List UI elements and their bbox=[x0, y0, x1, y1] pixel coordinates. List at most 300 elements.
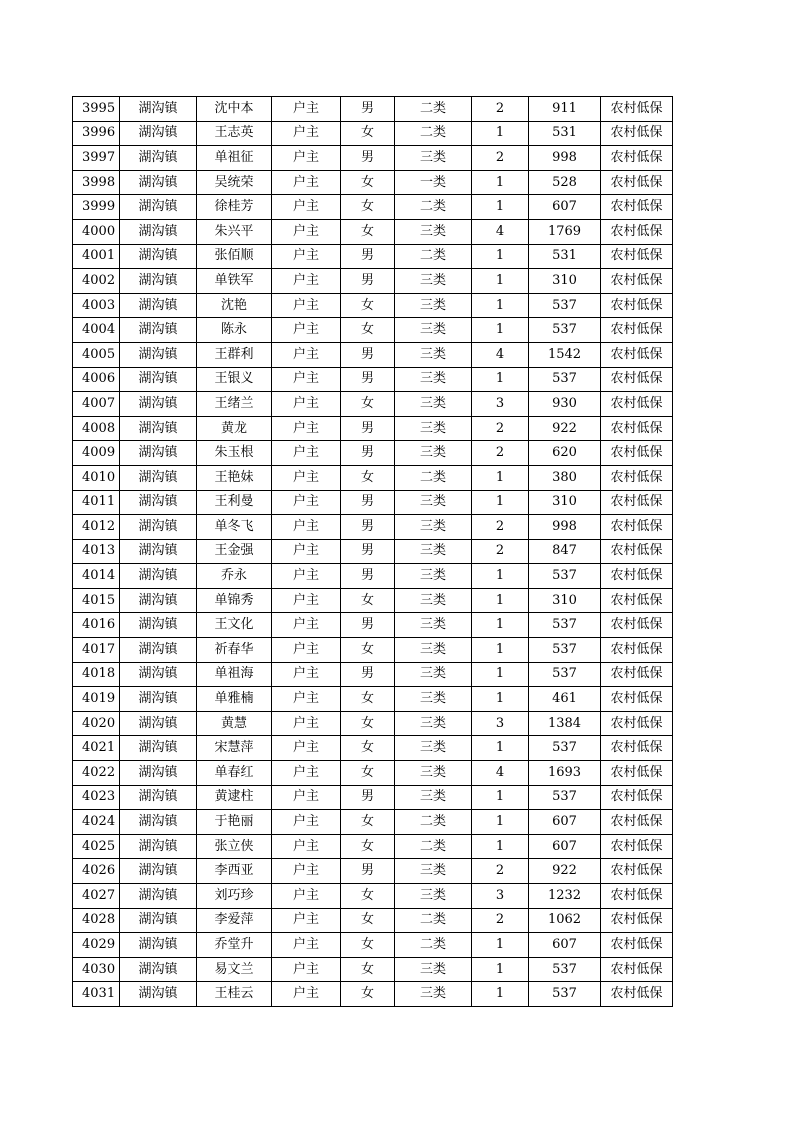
cell-category: 三类 bbox=[395, 515, 472, 540]
cell-amount: 922 bbox=[529, 859, 601, 884]
cell-record-id: 4014 bbox=[73, 564, 120, 589]
cell-gender: 女 bbox=[341, 834, 395, 859]
cell-record-id: 4011 bbox=[73, 490, 120, 515]
cell-gender: 女 bbox=[341, 465, 395, 490]
table-row bbox=[73, 367, 673, 392]
cell-gender: 男 bbox=[341, 490, 395, 515]
cell-category: 三类 bbox=[395, 146, 472, 171]
cell-category: 三类 bbox=[395, 392, 472, 417]
table-row bbox=[73, 564, 673, 589]
cell-household-size: 1 bbox=[472, 834, 529, 859]
cell-person-name: 朱兴平 bbox=[197, 219, 272, 244]
cell-benefit-type: 农村低保 bbox=[601, 146, 673, 171]
cell-amount: 1232 bbox=[529, 884, 601, 909]
cell-gender: 男 bbox=[341, 515, 395, 540]
cell-benefit-type: 农村低保 bbox=[601, 982, 673, 1007]
cell-category: 三类 bbox=[395, 367, 472, 392]
cell-gender: 男 bbox=[341, 342, 395, 367]
table-row bbox=[73, 293, 673, 318]
cell-amount: 537 bbox=[529, 613, 601, 638]
cell-category: 三类 bbox=[395, 761, 472, 786]
cell-town: 湖沟镇 bbox=[120, 195, 197, 220]
cell-benefit-type: 农村低保 bbox=[601, 441, 673, 466]
cell-category: 三类 bbox=[395, 638, 472, 663]
cell-household-size: 1 bbox=[472, 810, 529, 835]
cell-household-size: 4 bbox=[472, 342, 529, 367]
cell-gender: 男 bbox=[341, 539, 395, 564]
cell-category: 三类 bbox=[395, 318, 472, 343]
cell-household-role: 户主 bbox=[272, 982, 341, 1007]
cell-household-size: 1 bbox=[472, 170, 529, 195]
cell-household-size: 1 bbox=[472, 318, 529, 343]
table-row bbox=[73, 908, 673, 933]
cell-category: 三类 bbox=[395, 269, 472, 294]
cell-town: 湖沟镇 bbox=[120, 613, 197, 638]
cell-town: 湖沟镇 bbox=[120, 318, 197, 343]
cell-amount: 531 bbox=[529, 121, 601, 146]
cell-gender: 女 bbox=[341, 318, 395, 343]
cell-amount: 607 bbox=[529, 810, 601, 835]
cell-gender: 女 bbox=[341, 219, 395, 244]
cell-town: 湖沟镇 bbox=[120, 982, 197, 1007]
cell-town: 湖沟镇 bbox=[120, 761, 197, 786]
cell-household-size: 1 bbox=[472, 121, 529, 146]
table-row bbox=[73, 441, 673, 466]
cell-amount: 620 bbox=[529, 441, 601, 466]
cell-gender: 男 bbox=[341, 97, 395, 122]
cell-category: 三类 bbox=[395, 662, 472, 687]
cell-household-size: 1 bbox=[472, 465, 529, 490]
cell-household-role: 户主 bbox=[272, 269, 341, 294]
cell-gender: 女 bbox=[341, 195, 395, 220]
table-row bbox=[73, 638, 673, 663]
cell-town: 湖沟镇 bbox=[120, 416, 197, 441]
cell-town: 湖沟镇 bbox=[120, 785, 197, 810]
cell-record-id: 4028 bbox=[73, 908, 120, 933]
cell-benefit-type: 农村低保 bbox=[601, 711, 673, 736]
cell-person-name: 单冬飞 bbox=[197, 515, 272, 540]
cell-person-name: 王志英 bbox=[197, 121, 272, 146]
cell-household-role: 户主 bbox=[272, 195, 341, 220]
cell-category: 三类 bbox=[395, 957, 472, 982]
cell-amount: 537 bbox=[529, 293, 601, 318]
cell-town: 湖沟镇 bbox=[120, 834, 197, 859]
cell-category: 三类 bbox=[395, 293, 472, 318]
cell-town: 湖沟镇 bbox=[120, 121, 197, 146]
cell-gender: 男 bbox=[341, 269, 395, 294]
cell-person-name: 王银义 bbox=[197, 367, 272, 392]
cell-amount: 1693 bbox=[529, 761, 601, 786]
table-row bbox=[73, 884, 673, 909]
table-row bbox=[73, 957, 673, 982]
cell-person-name: 乔堂升 bbox=[197, 933, 272, 958]
cell-household-size: 2 bbox=[472, 416, 529, 441]
cell-category: 三类 bbox=[395, 785, 472, 810]
cell-amount: 930 bbox=[529, 392, 601, 417]
cell-record-id: 4031 bbox=[73, 982, 120, 1007]
cell-gender: 男 bbox=[341, 146, 395, 171]
table-row bbox=[73, 146, 673, 171]
cell-gender: 女 bbox=[341, 884, 395, 909]
cell-record-id: 4004 bbox=[73, 318, 120, 343]
cell-household-size: 3 bbox=[472, 711, 529, 736]
table-row bbox=[73, 195, 673, 220]
cell-person-name: 易文兰 bbox=[197, 957, 272, 982]
table-row bbox=[73, 687, 673, 712]
cell-household-size: 1 bbox=[472, 293, 529, 318]
cell-person-name: 单祖海 bbox=[197, 662, 272, 687]
cell-gender: 女 bbox=[341, 293, 395, 318]
cell-category: 三类 bbox=[395, 490, 472, 515]
cell-gender: 女 bbox=[341, 908, 395, 933]
cell-person-name: 陈永 bbox=[197, 318, 272, 343]
cell-person-name: 单铁军 bbox=[197, 269, 272, 294]
cell-benefit-type: 农村低保 bbox=[601, 367, 673, 392]
table-row bbox=[73, 490, 673, 515]
cell-record-id: 4022 bbox=[73, 761, 120, 786]
cell-person-name: 朱玉根 bbox=[197, 441, 272, 466]
cell-amount: 537 bbox=[529, 957, 601, 982]
cell-category: 三类 bbox=[395, 613, 472, 638]
cell-category: 二类 bbox=[395, 465, 472, 490]
cell-household-role: 户主 bbox=[272, 244, 341, 269]
cell-household-size: 2 bbox=[472, 908, 529, 933]
cell-person-name: 单祖征 bbox=[197, 146, 272, 171]
cell-benefit-type: 农村低保 bbox=[601, 884, 673, 909]
cell-amount: 537 bbox=[529, 564, 601, 589]
cell-category: 三类 bbox=[395, 884, 472, 909]
cell-town: 湖沟镇 bbox=[120, 269, 197, 294]
cell-category: 二类 bbox=[395, 908, 472, 933]
cell-amount: 528 bbox=[529, 170, 601, 195]
cell-record-id: 3998 bbox=[73, 170, 120, 195]
cell-gender: 女 bbox=[341, 121, 395, 146]
table-row bbox=[73, 121, 673, 146]
cell-household-role: 户主 bbox=[272, 933, 341, 958]
table-row bbox=[73, 810, 673, 835]
cell-person-name: 吴统荣 bbox=[197, 170, 272, 195]
cell-category: 二类 bbox=[395, 121, 472, 146]
cell-town: 湖沟镇 bbox=[120, 638, 197, 663]
cell-household-size: 1 bbox=[472, 785, 529, 810]
cell-town: 湖沟镇 bbox=[120, 293, 197, 318]
cell-person-name: 黄慧 bbox=[197, 711, 272, 736]
cell-amount: 461 bbox=[529, 687, 601, 712]
cell-household-role: 户主 bbox=[272, 97, 341, 122]
cell-gender: 男 bbox=[341, 367, 395, 392]
cell-person-name: 王群利 bbox=[197, 342, 272, 367]
cell-amount: 607 bbox=[529, 834, 601, 859]
cell-household-role: 户主 bbox=[272, 293, 341, 318]
cell-person-name: 宋慧萍 bbox=[197, 736, 272, 761]
cell-amount: 310 bbox=[529, 588, 601, 613]
cell-amount: 537 bbox=[529, 982, 601, 1007]
cell-category: 二类 bbox=[395, 244, 472, 269]
cell-amount: 998 bbox=[529, 146, 601, 171]
cell-household-role: 户主 bbox=[272, 367, 341, 392]
cell-gender: 女 bbox=[341, 638, 395, 663]
cell-gender: 女 bbox=[341, 933, 395, 958]
cell-person-name: 王艳妹 bbox=[197, 465, 272, 490]
table-row bbox=[73, 219, 673, 244]
cell-household-size: 1 bbox=[472, 490, 529, 515]
cell-benefit-type: 农村低保 bbox=[601, 293, 673, 318]
cell-person-name: 黄逮柱 bbox=[197, 785, 272, 810]
cell-household-role: 户主 bbox=[272, 785, 341, 810]
cell-record-id: 4006 bbox=[73, 367, 120, 392]
cell-household-role: 户主 bbox=[272, 834, 341, 859]
cell-benefit-type: 农村低保 bbox=[601, 687, 673, 712]
cell-category: 二类 bbox=[395, 195, 472, 220]
cell-household-role: 户主 bbox=[272, 613, 341, 638]
cell-household-size: 2 bbox=[472, 515, 529, 540]
cell-household-role: 户主 bbox=[272, 711, 341, 736]
table-row bbox=[73, 515, 673, 540]
cell-record-id: 4012 bbox=[73, 515, 120, 540]
cell-household-size: 4 bbox=[472, 761, 529, 786]
cell-benefit-type: 农村低保 bbox=[601, 195, 673, 220]
cell-gender: 男 bbox=[341, 441, 395, 466]
cell-category: 三类 bbox=[395, 539, 472, 564]
cell-household-role: 户主 bbox=[272, 318, 341, 343]
table-row bbox=[73, 416, 673, 441]
cell-record-id: 3999 bbox=[73, 195, 120, 220]
cell-benefit-type: 农村低保 bbox=[601, 244, 673, 269]
cell-person-name: 单锦秀 bbox=[197, 588, 272, 613]
cell-gender: 男 bbox=[341, 785, 395, 810]
table-body bbox=[73, 97, 673, 1007]
cell-record-id: 4000 bbox=[73, 219, 120, 244]
cell-town: 湖沟镇 bbox=[120, 662, 197, 687]
cell-benefit-type: 农村低保 bbox=[601, 539, 673, 564]
cell-benefit-type: 农村低保 bbox=[601, 810, 673, 835]
cell-household-size: 2 bbox=[472, 441, 529, 466]
cell-town: 湖沟镇 bbox=[120, 539, 197, 564]
cell-gender: 女 bbox=[341, 711, 395, 736]
cell-category: 三类 bbox=[395, 711, 472, 736]
cell-record-id: 3996 bbox=[73, 121, 120, 146]
cell-town: 湖沟镇 bbox=[120, 146, 197, 171]
cell-gender: 女 bbox=[341, 170, 395, 195]
cell-person-name: 王文化 bbox=[197, 613, 272, 638]
cell-person-name: 王利曼 bbox=[197, 490, 272, 515]
cell-record-id: 4023 bbox=[73, 785, 120, 810]
cell-amount: 998 bbox=[529, 515, 601, 540]
cell-category: 三类 bbox=[395, 588, 472, 613]
cell-person-name: 李西亚 bbox=[197, 859, 272, 884]
cell-record-id: 4010 bbox=[73, 465, 120, 490]
cell-category: 三类 bbox=[395, 342, 472, 367]
cell-town: 湖沟镇 bbox=[120, 810, 197, 835]
cell-person-name: 黄龙 bbox=[197, 416, 272, 441]
table-row bbox=[73, 736, 673, 761]
cell-household-role: 户主 bbox=[272, 957, 341, 982]
cell-household-role: 户主 bbox=[272, 810, 341, 835]
cell-household-size: 1 bbox=[472, 244, 529, 269]
cell-record-id: 4015 bbox=[73, 588, 120, 613]
cell-category: 三类 bbox=[395, 416, 472, 441]
cell-town: 湖沟镇 bbox=[120, 933, 197, 958]
cell-town: 湖沟镇 bbox=[120, 736, 197, 761]
cell-town: 湖沟镇 bbox=[120, 957, 197, 982]
cell-record-id: 4020 bbox=[73, 711, 120, 736]
cell-gender: 男 bbox=[341, 416, 395, 441]
cell-person-name: 徐桂芳 bbox=[197, 195, 272, 220]
cell-household-size: 1 bbox=[472, 687, 529, 712]
cell-category: 二类 bbox=[395, 933, 472, 958]
cell-benefit-type: 农村低保 bbox=[601, 588, 673, 613]
table-row bbox=[73, 834, 673, 859]
cell-person-name: 单春红 bbox=[197, 761, 272, 786]
cell-household-size: 2 bbox=[472, 539, 529, 564]
cell-household-role: 户主 bbox=[272, 219, 341, 244]
cell-gender: 女 bbox=[341, 761, 395, 786]
cell-household-role: 户主 bbox=[272, 588, 341, 613]
cell-record-id: 4018 bbox=[73, 662, 120, 687]
cell-household-role: 户主 bbox=[272, 687, 341, 712]
cell-record-id: 4005 bbox=[73, 342, 120, 367]
cell-person-name: 张立侠 bbox=[197, 834, 272, 859]
cell-household-size: 1 bbox=[472, 269, 529, 294]
table-row bbox=[73, 392, 673, 417]
cell-record-id: 4030 bbox=[73, 957, 120, 982]
cell-benefit-type: 农村低保 bbox=[601, 957, 673, 982]
cell-gender: 男 bbox=[341, 613, 395, 638]
cell-town: 湖沟镇 bbox=[120, 588, 197, 613]
cell-amount: 537 bbox=[529, 638, 601, 663]
cell-household-role: 户主 bbox=[272, 342, 341, 367]
cell-town: 湖沟镇 bbox=[120, 97, 197, 122]
cell-benefit-type: 农村低保 bbox=[601, 416, 673, 441]
cell-amount: 607 bbox=[529, 195, 601, 220]
cell-amount: 607 bbox=[529, 933, 601, 958]
cell-household-role: 户主 bbox=[272, 662, 341, 687]
cell-person-name: 王金强 bbox=[197, 539, 272, 564]
cell-household-size: 1 bbox=[472, 367, 529, 392]
cell-household-role: 户主 bbox=[272, 564, 341, 589]
cell-person-name: 王绪兰 bbox=[197, 392, 272, 417]
cell-category: 一类 bbox=[395, 170, 472, 195]
cell-amount: 911 bbox=[529, 97, 601, 122]
cell-category: 二类 bbox=[395, 810, 472, 835]
cell-category: 三类 bbox=[395, 219, 472, 244]
cell-household-size: 1 bbox=[472, 613, 529, 638]
cell-person-name: 张佰顺 bbox=[197, 244, 272, 269]
cell-record-id: 4016 bbox=[73, 613, 120, 638]
cell-town: 湖沟镇 bbox=[120, 859, 197, 884]
cell-household-size: 4 bbox=[472, 219, 529, 244]
cell-town: 湖沟镇 bbox=[120, 711, 197, 736]
cell-category: 二类 bbox=[395, 834, 472, 859]
cell-town: 湖沟镇 bbox=[120, 687, 197, 712]
cell-gender: 女 bbox=[341, 810, 395, 835]
cell-amount: 537 bbox=[529, 367, 601, 392]
table-row bbox=[73, 785, 673, 810]
cell-amount: 531 bbox=[529, 244, 601, 269]
cell-benefit-type: 农村低保 bbox=[601, 219, 673, 244]
cell-benefit-type: 农村低保 bbox=[601, 761, 673, 786]
cell-town: 湖沟镇 bbox=[120, 244, 197, 269]
cell-record-id: 4008 bbox=[73, 416, 120, 441]
table-row bbox=[73, 662, 673, 687]
cell-town: 湖沟镇 bbox=[120, 342, 197, 367]
cell-gender: 女 bbox=[341, 982, 395, 1007]
cell-household-size: 1 bbox=[472, 662, 529, 687]
cell-benefit-type: 农村低保 bbox=[601, 613, 673, 638]
cell-town: 湖沟镇 bbox=[120, 392, 197, 417]
cell-benefit-type: 农村低保 bbox=[601, 785, 673, 810]
cell-record-id: 3997 bbox=[73, 146, 120, 171]
table-row bbox=[73, 97, 673, 122]
cell-household-role: 户主 bbox=[272, 146, 341, 171]
cell-record-id: 4019 bbox=[73, 687, 120, 712]
cell-amount: 537 bbox=[529, 318, 601, 343]
cell-record-id: 4002 bbox=[73, 269, 120, 294]
cell-record-id: 4024 bbox=[73, 810, 120, 835]
table-row bbox=[73, 244, 673, 269]
cell-household-role: 户主 bbox=[272, 465, 341, 490]
cell-amount: 537 bbox=[529, 662, 601, 687]
cell-record-id: 4013 bbox=[73, 539, 120, 564]
cell-town: 湖沟镇 bbox=[120, 564, 197, 589]
cell-household-size: 1 bbox=[472, 638, 529, 663]
cell-household-size: 3 bbox=[472, 884, 529, 909]
cell-household-size: 3 bbox=[472, 392, 529, 417]
table-row bbox=[73, 761, 673, 786]
table-row bbox=[73, 859, 673, 884]
cell-record-id: 4009 bbox=[73, 441, 120, 466]
cell-record-id: 4017 bbox=[73, 638, 120, 663]
cell-amount: 537 bbox=[529, 785, 601, 810]
cell-household-size: 1 bbox=[472, 736, 529, 761]
cell-town: 湖沟镇 bbox=[120, 515, 197, 540]
cell-person-name: 刘巧珍 bbox=[197, 884, 272, 909]
cell-household-role: 户主 bbox=[272, 121, 341, 146]
cell-gender: 男 bbox=[341, 859, 395, 884]
cell-household-role: 户主 bbox=[272, 736, 341, 761]
cell-benefit-type: 农村低保 bbox=[601, 515, 673, 540]
cell-record-id: 4027 bbox=[73, 884, 120, 909]
cell-household-role: 户主 bbox=[272, 761, 341, 786]
cell-household-size: 1 bbox=[472, 588, 529, 613]
cell-household-role: 户主 bbox=[272, 170, 341, 195]
cell-category: 三类 bbox=[395, 982, 472, 1007]
cell-town: 湖沟镇 bbox=[120, 490, 197, 515]
cell-benefit-type: 农村低保 bbox=[601, 662, 673, 687]
table-row bbox=[73, 269, 673, 294]
cell-gender: 男 bbox=[341, 244, 395, 269]
cell-amount: 847 bbox=[529, 539, 601, 564]
cell-household-size: 2 bbox=[472, 97, 529, 122]
cell-benefit-type: 农村低保 bbox=[601, 269, 673, 294]
cell-town: 湖沟镇 bbox=[120, 367, 197, 392]
table-row bbox=[73, 465, 673, 490]
cell-town: 湖沟镇 bbox=[120, 884, 197, 909]
cell-amount: 310 bbox=[529, 269, 601, 294]
cell-category: 三类 bbox=[395, 859, 472, 884]
cell-benefit-type: 农村低保 bbox=[601, 638, 673, 663]
cell-household-role: 户主 bbox=[272, 392, 341, 417]
cell-person-name: 祈春华 bbox=[197, 638, 272, 663]
cell-person-name: 李爱萍 bbox=[197, 908, 272, 933]
cell-category: 三类 bbox=[395, 736, 472, 761]
cell-household-size: 1 bbox=[472, 957, 529, 982]
cell-record-id: 4021 bbox=[73, 736, 120, 761]
cell-amount: 310 bbox=[529, 490, 601, 515]
cell-benefit-type: 农村低保 bbox=[601, 342, 673, 367]
cell-household-size: 1 bbox=[472, 195, 529, 220]
table-row bbox=[73, 982, 673, 1007]
